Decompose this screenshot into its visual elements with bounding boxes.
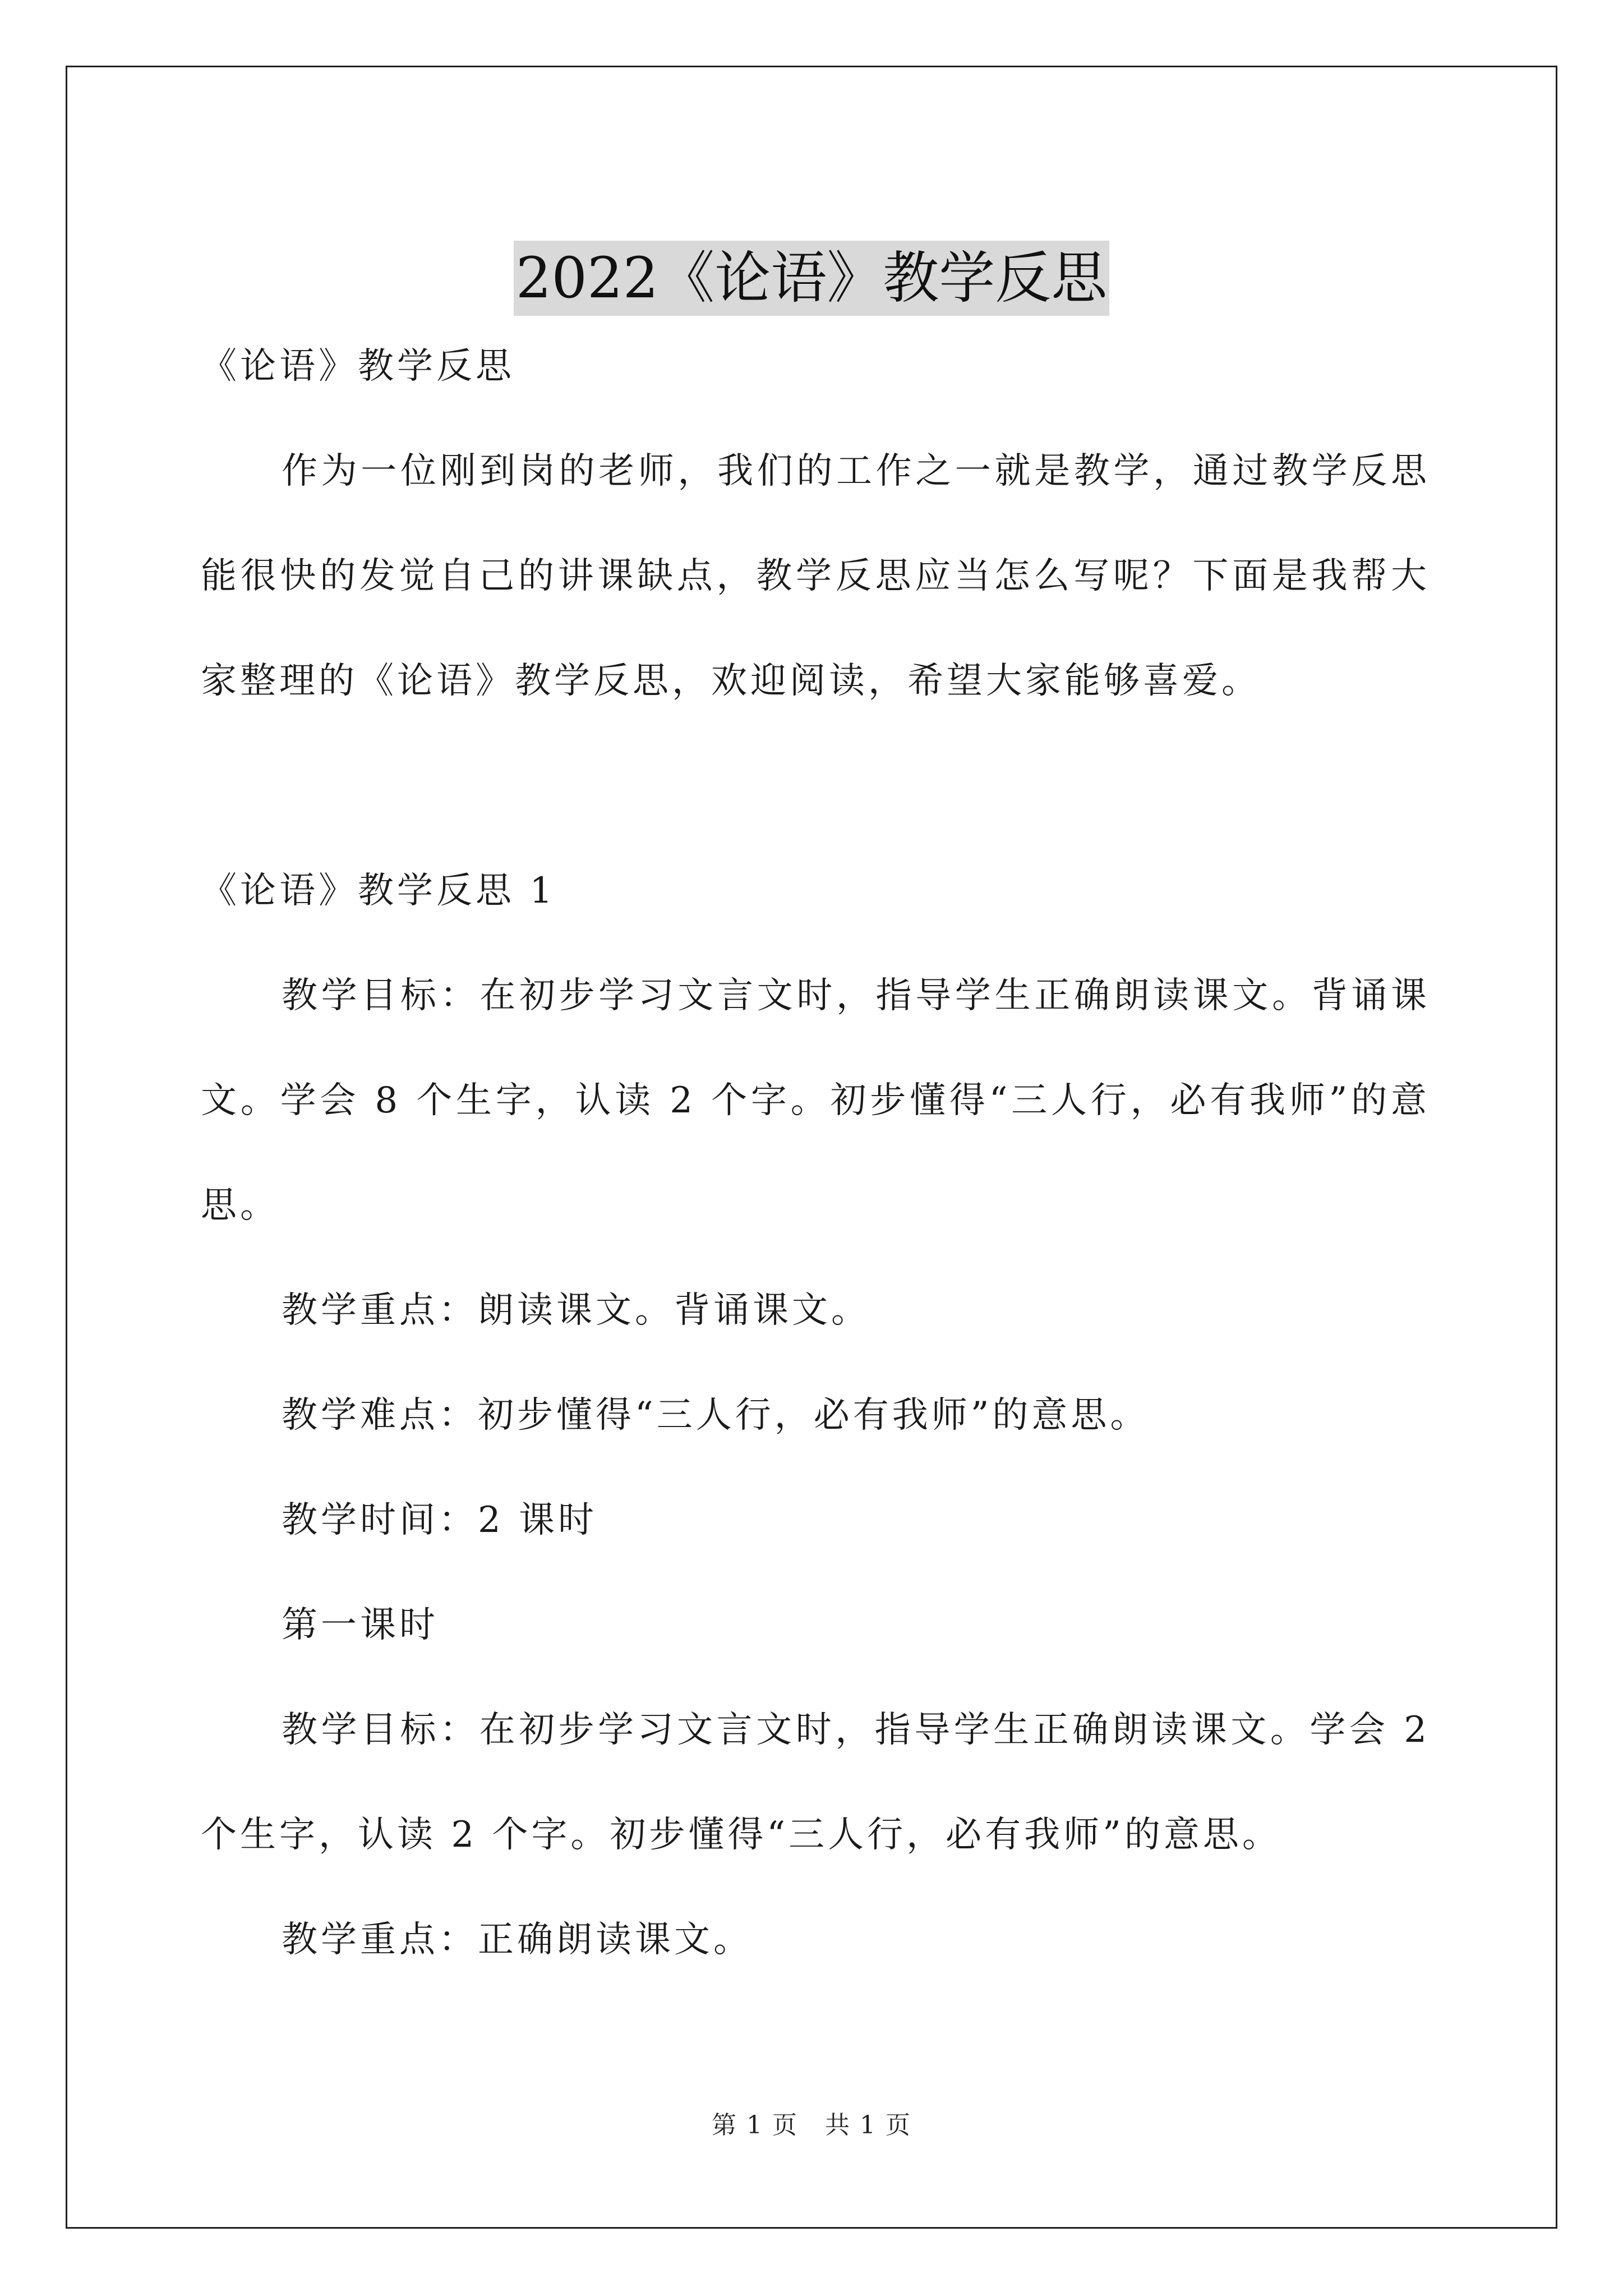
page-number: 第 1 页 xyxy=(712,2111,798,2139)
paragraph-first-lesson-focus: 教学重点：正确朗读课文。 xyxy=(282,1919,753,1961)
paragraph-intro: 作为一位刚到岗的老师，我们的工作之一就是教学，通过教学反思能很快的发觉自己的讲课缺点，教学反思应当怎么写呢？下面是我帮大家整理的《论语》教学反思，欢迎阅读，希望大家能够喜爱。 xyxy=(201,450,1430,702)
page-footer xyxy=(0,2105,1623,2141)
document-body xyxy=(201,314,1430,1993)
paragraph-teaching-difficulty: 教学难点：初步懂得“三人行，必有我师”的意思。 xyxy=(282,1395,1150,1436)
section-heading: 《论语》教学反思 1 xyxy=(201,870,556,912)
paragraph-subtitle: 《论语》教学反思 xyxy=(201,346,515,387)
paragraph-teaching-focus: 教学重点：朗读课文。背诵课文。 xyxy=(282,1290,870,1331)
document-title: 2022《论语》教学反思 xyxy=(514,241,1110,316)
paragraph-first-lesson: 第一课时 xyxy=(282,1604,439,1646)
paragraph-teaching-time: 教学时间：2 课时 xyxy=(282,1499,598,1541)
paragraph-first-lesson-goals: 教学目标：在初步学习文言文时，指导学生正确朗读课文。学会 2 个生字，认读 2 个字。初步懂得“三人行，必有我师”的意思。 xyxy=(201,1709,1430,1856)
paragraph-teaching-goals: 教学目标：在初步学习文言文时，指导学生正确朗读课文。背诵课文。学会 8 个生字，认读 2 个字。初步懂得“三人行，必有我师”的意思。 xyxy=(201,975,1430,1226)
page-total: 共 1 页 xyxy=(825,2111,911,2139)
